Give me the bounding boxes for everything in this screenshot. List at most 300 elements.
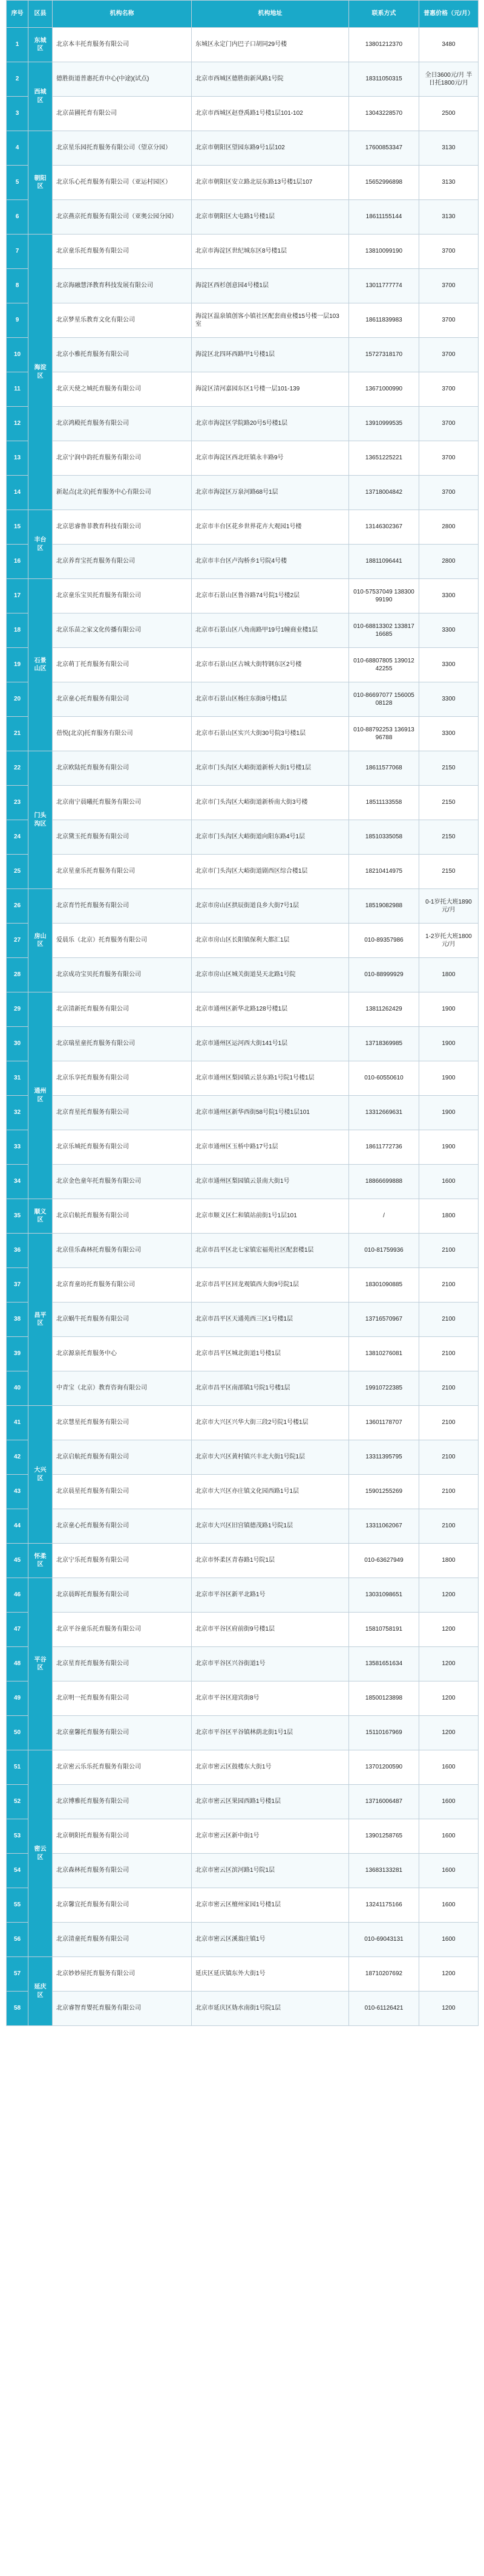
row-address: 北京市海淀区世纪城东区8号楼1层 (192, 235, 349, 269)
row-district: 石景山区 (28, 579, 53, 751)
row-institution-name: 北京天使之城托育服务有限公司 (53, 372, 192, 407)
row-phone: 15901255269 (349, 1475, 419, 1509)
row-price: 1200 (419, 1613, 479, 1647)
row-number: 48 (7, 1647, 28, 1681)
table-row (7, 1957, 479, 1992)
table-row (7, 1268, 479, 1303)
row-phone: 13716570967 (349, 1303, 419, 1337)
row-price: 1900 (419, 1130, 479, 1165)
table-row (7, 648, 479, 682)
row-address: 北京市平谷区平谷镇林荫北街1号1层 (192, 1716, 349, 1750)
row-price: 2100 (419, 1440, 479, 1475)
row-number: 39 (7, 1337, 28, 1371)
row-address: 北京市石景山区鲁谷路74号院1号楼2层 (192, 579, 349, 613)
row-address: 北京市昌平区回龙观镇西大街9号院1层 (192, 1268, 349, 1303)
row-phone: 18510335058 (349, 820, 419, 855)
row-institution-name: 北京明一托育服务有限公司 (53, 1681, 192, 1716)
row-institution-name: 中青宝（北京）教育咨询有限公司 (53, 1371, 192, 1406)
row-institution-name: 北京童心托育服务有限公司 (53, 682, 192, 717)
row-district: 大兴区 (28, 1406, 53, 1544)
row-number: 40 (7, 1371, 28, 1406)
row-number: 37 (7, 1268, 28, 1303)
row-number: 2 (7, 62, 28, 97)
row-phone: 18210414975 (349, 855, 419, 889)
row-number: 36 (7, 1234, 28, 1268)
table-row (7, 1303, 479, 1337)
row-address: 北京市朝阳区大屯路1号楼1层 (192, 200, 349, 235)
table-row (7, 1371, 479, 1406)
row-number: 33 (7, 1130, 28, 1165)
table-row (7, 407, 479, 441)
row-number: 31 (7, 1061, 28, 1096)
row-address: 北京市通州区梨园镇云景南大街1号 (192, 1165, 349, 1199)
row-price: 1200 (419, 1957, 479, 1992)
table-row (7, 1578, 479, 1613)
row-address: 北京市石景山区杨庄东街8号楼1层 (192, 682, 349, 717)
row-number: 34 (7, 1165, 28, 1199)
row-number: 38 (7, 1303, 28, 1337)
table-row (7, 1819, 479, 1854)
row-phone: 18866699888 (349, 1165, 419, 1199)
row-phone: 13701200590 (349, 1750, 419, 1785)
table-row (7, 1475, 479, 1509)
header-district: 区县 (28, 1, 53, 28)
row-price: 1800 (419, 1199, 479, 1234)
row-price: 3130 (419, 131, 479, 166)
row-address: 北京市大兴区黄村镇兴丰北大街1号院1层 (192, 1440, 349, 1475)
row-address: 北京市门头沟区大峪街道向阳东路4号1层 (192, 820, 349, 855)
row-number: 1 (7, 28, 28, 62)
row-district: 门头沟区 (28, 751, 53, 889)
row-address: 北京市密云区果园西路1号楼1层 (192, 1785, 349, 1819)
table-row (7, 958, 479, 992)
row-district: 房山区 (28, 889, 53, 992)
row-address: 北京市通州区新华北路128号楼1层 (192, 992, 349, 1027)
row-number: 7 (7, 235, 28, 269)
row-number: 28 (7, 958, 28, 992)
row-phone: 13901258765 (349, 1819, 419, 1854)
table-row (7, 28, 479, 62)
row-phone: 18611155144 (349, 200, 419, 235)
row-institution-name: 蓓悦(北京)托育服务有限公司 (53, 717, 192, 751)
table-row (7, 338, 479, 372)
row-institution-name: 北京育星托育服务有限公司 (53, 1096, 192, 1130)
row-phone: 13581651634 (349, 1647, 419, 1681)
row-number: 27 (7, 924, 28, 958)
row-institution-name: 北京鸿殿托育服务有限公司 (53, 407, 192, 441)
row-number: 18 (7, 613, 28, 648)
row-institution-name: 北京乐心托育服务有限公司（亚运村园区） (53, 166, 192, 200)
row-price: 2150 (419, 751, 479, 786)
row-phone: 18500123898 (349, 1681, 419, 1716)
row-price: 1200 (419, 1681, 479, 1716)
row-address: 北京市昌平区天通苑西三区1号楼1层 (192, 1303, 349, 1337)
table-body (7, 28, 479, 2026)
row-address: 东城区永定门内巴子口胡同29号楼 (192, 28, 349, 62)
row-phone: 010-69043131 (349, 1923, 419, 1957)
table-row (7, 1888, 479, 1923)
row-district: 延庆区 (28, 1957, 53, 2026)
row-address: 北京市通州区玉桥中路17号1层 (192, 1130, 349, 1165)
table-row (7, 1096, 479, 1130)
row-address: 北京市西城区赵登禹路1号楼1层101-102 (192, 97, 349, 131)
table-row (7, 476, 479, 510)
row-institution-name: 北京妙妙屋托育服务有限公司 (53, 1957, 192, 1992)
row-district: 西城区 (28, 62, 53, 131)
row-address: 北京市石景山区实兴大街30号院3号楼1层 (192, 717, 349, 751)
header-name: 机构名称 (53, 1, 192, 28)
row-price: 2800 (419, 510, 479, 545)
row-number: 6 (7, 200, 28, 235)
row-address: 北京市丰台区花乡世界花卉大观园1号楼 (192, 510, 349, 545)
row-number: 29 (7, 992, 28, 1027)
row-phone: 18611577068 (349, 751, 419, 786)
row-phone: 010-63627949 (349, 1544, 419, 1578)
table-row (7, 820, 479, 855)
row-address: 北京市密云区新中街1号 (192, 1819, 349, 1854)
row-address: 北京市房山区城关街道昊天北路1号院 (192, 958, 349, 992)
row-phone: 13031098651 (349, 1578, 419, 1613)
row-institution-name: 北京清新托育服务有限公司 (53, 992, 192, 1027)
table-row (7, 200, 479, 235)
table-row (7, 1406, 479, 1440)
row-phone: 18811096441 (349, 545, 419, 579)
table-row (7, 510, 479, 545)
table-row (7, 1992, 479, 2026)
row-number: 8 (7, 269, 28, 303)
row-institution-name: 北京金色童年托育服务有限公司 (53, 1165, 192, 1199)
row-address: 海淀区清河嘉园东区1号楼一层101-139 (192, 372, 349, 407)
row-number: 17 (7, 579, 28, 613)
row-price: 1600 (419, 1750, 479, 1785)
row-number: 11 (7, 372, 28, 407)
row-price: 2150 (419, 820, 479, 855)
row-phone: 010-86697077 15600508128 (349, 682, 419, 717)
row-phone: 13312669631 (349, 1096, 419, 1130)
row-phone: 13718004842 (349, 476, 419, 510)
row-address: 北京市密云区溪翁庄镇1号 (192, 1923, 349, 1957)
row-address: 北京市昌平区城北街道1号楼1层 (192, 1337, 349, 1371)
row-phone: 18511133558 (349, 786, 419, 820)
row-institution-name: 北京燕京托育服务有限公司（亚奥公园分园） (53, 200, 192, 235)
row-price: 3300 (419, 579, 479, 613)
row-institution-name: 北京欧陆托育服务有限公司 (53, 751, 192, 786)
table-row (7, 1923, 479, 1957)
row-institution-name: 北京蜗牛托育服务有限公司 (53, 1303, 192, 1337)
table-header-row (7, 1, 479, 28)
row-address: 北京市延庆区妫水南街1号院1层 (192, 1992, 349, 2026)
row-price: 3700 (419, 407, 479, 441)
row-address: 北京市密云区滨河路1号院1层 (192, 1854, 349, 1888)
row-district: 顺义区 (28, 1199, 53, 1234)
row-phone: 13043228570 (349, 97, 419, 131)
row-institution-name: 北京博雅托育服务有限公司 (53, 1785, 192, 1819)
row-phone: 13241175166 (349, 1888, 419, 1923)
table-row (7, 682, 479, 717)
header-phone: 联系方式 (349, 1, 419, 28)
row-price: 1200 (419, 1992, 479, 2026)
row-institution-name: 北京星乐园托育服务有限公司（望京分园） (53, 131, 192, 166)
row-institution-name: 北京乐城托育服务有限公司 (53, 1130, 192, 1165)
row-phone: 18311050315 (349, 62, 419, 97)
row-price: 1900 (419, 1061, 479, 1096)
row-price: 3300 (419, 682, 479, 717)
row-district: 密云区 (28, 1750, 53, 1957)
row-address: 海淀区温泉镇创客小镇社区配套商业楼15号楼一层103室 (192, 303, 349, 338)
row-price: 3700 (419, 269, 479, 303)
row-number: 3 (7, 97, 28, 131)
row-number: 9 (7, 303, 28, 338)
table-row (7, 269, 479, 303)
row-price: 3700 (419, 441, 479, 476)
row-institution-name: 北京宁润中韵托育服务有限公司 (53, 441, 192, 476)
row-price: 2100 (419, 1509, 479, 1544)
row-institution-name: 北京馨宜托育服务有限公司 (53, 1888, 192, 1923)
row-phone: 13810276081 (349, 1337, 419, 1371)
row-address: 北京市大兴区亦庄镇文化园西路1号1层 (192, 1475, 349, 1509)
table-row (7, 1854, 479, 1888)
row-phone: 010-60550610 (349, 1061, 419, 1096)
row-phone: 15810758191 (349, 1613, 419, 1647)
row-institution-name: 北京黛玉托育服务有限公司 (53, 820, 192, 855)
row-number: 23 (7, 786, 28, 820)
row-number: 54 (7, 1854, 28, 1888)
row-price: 1-2岁托大班1800元/月 (419, 924, 479, 958)
row-number: 32 (7, 1096, 28, 1130)
row-number: 49 (7, 1681, 28, 1716)
row-district: 昌平区 (28, 1234, 53, 1406)
table-row (7, 303, 479, 338)
row-district: 怀柔区 (28, 1544, 53, 1578)
row-district: 海淀区 (28, 235, 53, 510)
row-number: 35 (7, 1199, 28, 1234)
row-price: 3700 (419, 235, 479, 269)
row-institution-name: 北京朝阳托育服务有限公司 (53, 1819, 192, 1854)
row-institution-name: 北京思睿鲁菲教育科技有限公司 (53, 510, 192, 545)
row-district: 丰台区 (28, 510, 53, 579)
row-price: 2150 (419, 786, 479, 820)
row-institution-name: 德胜街道普惠托育中心(中途)(试点) (53, 62, 192, 97)
row-number: 5 (7, 166, 28, 200)
row-number: 53 (7, 1819, 28, 1854)
row-address: 北京市平谷区兴谷街道1号 (192, 1647, 349, 1681)
row-address: 北京市通州区梨园镇云景东路1号院1号楼1层 (192, 1061, 349, 1096)
row-address: 北京市昌平区北七家镇宏福苑社区配套楼1层 (192, 1234, 349, 1268)
row-price: 2100 (419, 1268, 479, 1303)
row-address: 北京市海淀区万泉河路68号1层 (192, 476, 349, 510)
row-address: 北京市门头沟区大峪街道新桥南大街3号楼 (192, 786, 349, 820)
row-phone: 15727318170 (349, 338, 419, 372)
row-institution-name: 北京乐享托育服务有限公司 (53, 1061, 192, 1096)
row-phone: 010-68813302 13381716685 (349, 613, 419, 648)
row-number: 47 (7, 1613, 28, 1647)
row-institution-name: 北京密云乐乐托育服务有限公司 (53, 1750, 192, 1785)
row-phone: 13910999535 (349, 407, 419, 441)
row-phone: 010-61126421 (349, 1992, 419, 2026)
row-number: 57 (7, 1957, 28, 1992)
row-price: 2500 (419, 97, 479, 131)
row-institution-name: 北京星童乐托育服务有限公司 (53, 855, 192, 889)
row-phone: 13716006487 (349, 1785, 419, 1819)
table-row (7, 613, 479, 648)
row-price: 2100 (419, 1406, 479, 1440)
row-price: 1200 (419, 1716, 479, 1750)
row-institution-name: 北京慧星托育服务有限公司 (53, 1406, 192, 1440)
row-institution-name: 北京森林托育服务有限公司 (53, 1854, 192, 1888)
row-number: 43 (7, 1475, 28, 1509)
row-institution-name: 北京宁乐托育服务有限公司 (53, 1544, 192, 1578)
table-row (7, 1544, 479, 1578)
row-price: 3300 (419, 613, 479, 648)
row-price: 3130 (419, 200, 479, 235)
row-institution-name: 北京睿智育婴托育服务有限公司 (53, 1992, 192, 2026)
table-row (7, 924, 479, 958)
row-address: 北京市西城区德胜街新风路1号院 (192, 62, 349, 97)
header-address: 机构地址 (192, 1, 349, 28)
row-number: 51 (7, 1750, 28, 1785)
row-number: 55 (7, 1888, 28, 1923)
row-number: 20 (7, 682, 28, 717)
row-number: 30 (7, 1027, 28, 1061)
row-number: 42 (7, 1440, 28, 1475)
row-district: 平谷区 (28, 1578, 53, 1750)
row-phone: 13718369985 (349, 1027, 419, 1061)
row-address: 北京市通州区运河西大街141号1层 (192, 1027, 349, 1061)
row-address: 北京市密云区鼓楼东大街1号 (192, 1750, 349, 1785)
row-address: 北京市平谷区新平北路1号 (192, 1578, 349, 1613)
row-phone: 13146302367 (349, 510, 419, 545)
row-address: 北京市密云区檀州家园1号楼1层 (192, 1888, 349, 1923)
row-number: 13 (7, 441, 28, 476)
row-number: 56 (7, 1923, 28, 1957)
row-district: 通州区 (28, 992, 53, 1199)
row-institution-name: 北京梦星乐教育文化有限公司 (53, 303, 192, 338)
row-number: 44 (7, 1509, 28, 1544)
table-row (7, 1337, 479, 1371)
row-address: 北京市怀柔区青春路1号院1层 (192, 1544, 349, 1578)
row-district: 朝阳区 (28, 131, 53, 235)
row-institution-name: 北京小雅托育服务有限公司 (53, 338, 192, 372)
row-number: 4 (7, 131, 28, 166)
row-price: 2100 (419, 1337, 479, 1371)
row-phone: 13601178707 (349, 1406, 419, 1440)
table-row (7, 131, 479, 166)
row-number: 58 (7, 1992, 28, 2026)
row-institution-name: 北京南宁晨曦托育服务有限公司 (53, 786, 192, 820)
row-phone: 15652996898 (349, 166, 419, 200)
row-institution-name: 北京童馨托育服务有限公司 (53, 1716, 192, 1750)
row-address: 北京市房山区拱辰街道良乡大街7号1层 (192, 889, 349, 924)
row-phone: 13801212370 (349, 28, 419, 62)
row-price: 3480 (419, 28, 479, 62)
row-institution-name: 北京启航托育服务有限公司 (53, 1199, 192, 1234)
header-no: 序号 (7, 1, 28, 28)
row-address: 北京市石景山区八角南路甲19号1幢商业楼1层 (192, 613, 349, 648)
row-phone: 15110167969 (349, 1716, 419, 1750)
row-phone: 13311395795 (349, 1440, 419, 1475)
table-row (7, 579, 479, 613)
row-phone: 010-88999929 (349, 958, 419, 992)
table-row (7, 166, 479, 200)
row-phone: 18519082988 (349, 889, 419, 924)
table-row (7, 1716, 479, 1750)
row-address: 北京市大兴区兴华大街三段2号院1号楼1层 (192, 1406, 349, 1440)
table-row (7, 235, 479, 269)
row-price: 1600 (419, 1165, 479, 1199)
row-address: 北京市平谷区府前街9号楼1层 (192, 1613, 349, 1647)
row-price: 3300 (419, 717, 479, 751)
row-address: 北京市海淀区西北旺镇永丰路9号 (192, 441, 349, 476)
row-number: 16 (7, 545, 28, 579)
row-institution-name: 北京育童坊托育服务有限公司 (53, 1268, 192, 1303)
row-price: 3130 (419, 166, 479, 200)
row-price: 2100 (419, 1371, 479, 1406)
row-price: 3700 (419, 372, 479, 407)
row-number: 14 (7, 476, 28, 510)
row-price: 3700 (419, 303, 479, 338)
row-number: 45 (7, 1544, 28, 1578)
row-price: 2100 (419, 1303, 479, 1337)
table-row (7, 889, 479, 924)
row-price: 1800 (419, 958, 479, 992)
row-institution-name: 北京养育宝托育服务有限公司 (53, 545, 192, 579)
row-institution-name: 北京清童托育服务有限公司 (53, 1923, 192, 1957)
row-institution-name: 北京乐苗之家文化传播有限公司 (53, 613, 192, 648)
row-number: 10 (7, 338, 28, 372)
row-price: 全日3600元/月 半日托1800元/月 (419, 62, 479, 97)
row-institution-name: 北京瑞星童托育服务有限公司 (53, 1027, 192, 1061)
row-address: 海淀区北四环西路甲1号楼1层 (192, 338, 349, 372)
row-address: 北京市大兴区旧宫镇德茂路1号院1层 (192, 1509, 349, 1544)
row-address: 北京市平谷区迎宾街8号 (192, 1681, 349, 1716)
row-phone: 18710207692 (349, 1957, 419, 1992)
row-institution-name: 新起点(北京)托育服务中心有限公司 (53, 476, 192, 510)
row-address: 北京市门头沟区大峪街道剧西区综合楼1层 (192, 855, 349, 889)
row-price: 3700 (419, 476, 479, 510)
row-address: 延庆区延庆镇东外大街1号 (192, 1957, 349, 1992)
row-price: 1600 (419, 1923, 479, 1957)
row-number: 26 (7, 889, 28, 924)
row-price: 2100 (419, 1234, 479, 1268)
row-phone: 010-88792253 13691396788 (349, 717, 419, 751)
row-phone: 19910722385 (349, 1371, 419, 1406)
row-institution-name: 北京源泉托育服务中心 (53, 1337, 192, 1371)
table-row (7, 1750, 479, 1785)
row-price: 0-1岁托大班1890元/月 (419, 889, 479, 924)
table-row (7, 1130, 479, 1165)
row-phone: 010-68807805 13901242255 (349, 648, 419, 682)
table-row (7, 545, 479, 579)
row-phone: 13651225221 (349, 441, 419, 476)
row-address: 北京市朝阳区安立路北辰东路13号楼1层107 (192, 166, 349, 200)
table-row (7, 1613, 479, 1647)
row-number: 52 (7, 1785, 28, 1819)
row-institution-name: 北京晨星托育服务有限公司 (53, 1475, 192, 1509)
row-price: 2800 (419, 545, 479, 579)
row-address: 北京市丰台区卢沟桥乡1号院4号楼 (192, 545, 349, 579)
row-phone: 13011777774 (349, 269, 419, 303)
row-price: 1600 (419, 1888, 479, 1923)
row-institution-name: 北京成功宝贝托育服务有限公司 (53, 958, 192, 992)
table-row (7, 717, 479, 751)
row-price: 1600 (419, 1819, 479, 1854)
table-row (7, 97, 479, 131)
row-institution-name: 北京苗圃托育有限公司 (53, 97, 192, 131)
row-address: 北京市昌平区南邵镇1号院1号楼1层 (192, 1371, 349, 1406)
table-row (7, 1681, 479, 1716)
row-number: 19 (7, 648, 28, 682)
table-row (7, 855, 479, 889)
